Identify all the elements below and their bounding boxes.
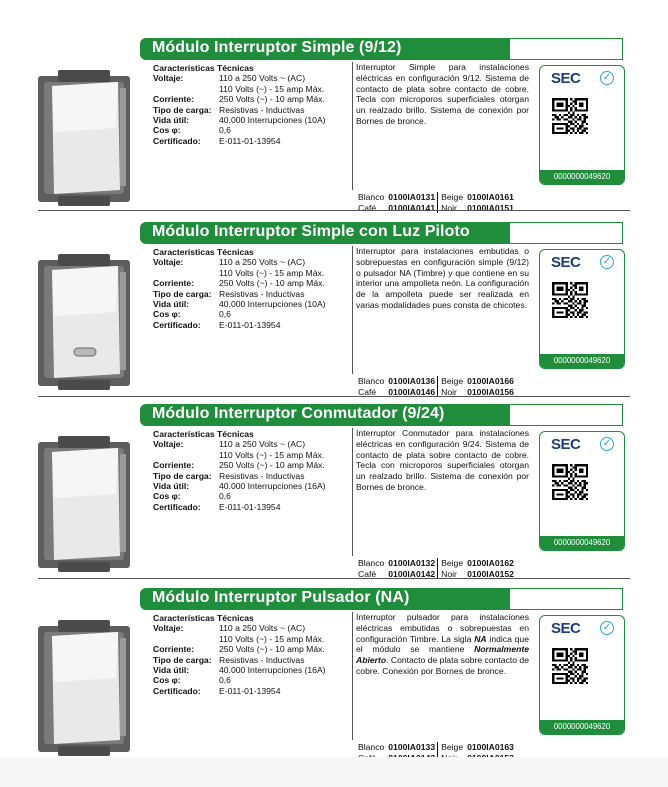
product-title: Módulo Interruptor Simple con Luz Piloto bbox=[152, 223, 470, 240]
spec-label: Cos φ: bbox=[153, 675, 181, 686]
spec-row bbox=[153, 686, 353, 696]
spec-value: Resistivas - Inductivas bbox=[219, 288, 305, 299]
color-name: Noir bbox=[438, 203, 465, 214]
color-name: Blanco bbox=[358, 192, 385, 202]
spec-row bbox=[153, 94, 353, 104]
spec-row bbox=[153, 439, 353, 449]
spec-row bbox=[153, 289, 353, 299]
spec-value: 40.000 Interrupciones (10A) bbox=[219, 115, 326, 126]
check-icon: ✓ bbox=[600, 71, 614, 85]
spec-row bbox=[153, 309, 353, 319]
specs-heading: Características Técnicas bbox=[153, 247, 254, 257]
product-code: 0100IA0142 bbox=[388, 568, 436, 579]
color-code-table bbox=[356, 558, 516, 579]
specs-heading: Características Técnicas bbox=[153, 429, 254, 439]
product-title: Módulo Interruptor Pulsador (NA) bbox=[152, 589, 410, 606]
spec-row bbox=[153, 655, 353, 665]
spec-value: Resistivas - Inductivas bbox=[219, 654, 305, 665]
spec-label: Corriente: bbox=[153, 460, 195, 471]
column-divider bbox=[352, 62, 353, 190]
spec-row bbox=[153, 665, 353, 675]
product-code: 0100IA0136 bbox=[388, 376, 436, 386]
spec-value: 0,6 bbox=[219, 675, 231, 686]
spec-row bbox=[153, 623, 353, 633]
spec-label: Corriente: bbox=[153, 94, 195, 105]
spec-value: 40.000 Interrupciones (16A) bbox=[219, 665, 326, 676]
description-text: Normalmente Abierto bbox=[356, 644, 529, 666]
description-text: indica que el módulo se mantiene bbox=[356, 633, 529, 655]
spec-label: Vida útil: bbox=[153, 299, 190, 310]
title-bar bbox=[146, 404, 514, 426]
spec-value: 250 Volts (~) - 10 amp Máx. bbox=[219, 460, 325, 471]
qr-code bbox=[552, 282, 588, 318]
color-code-row bbox=[356, 203, 516, 214]
product-title-banner bbox=[146, 404, 630, 426]
spec-value: E-011-01-13954 bbox=[219, 135, 281, 146]
color-codes bbox=[356, 558, 516, 579]
spec-label: Certificado: bbox=[153, 501, 201, 512]
product-photo bbox=[28, 434, 140, 574]
color-name: Noir bbox=[438, 569, 465, 580]
spec-label bbox=[153, 84, 219, 94]
qr-code bbox=[552, 98, 588, 134]
spec-row bbox=[153, 278, 353, 288]
sec-certification-card bbox=[539, 249, 625, 369]
spec-row bbox=[153, 471, 353, 481]
sec-certification-card bbox=[539, 615, 625, 735]
spec-row bbox=[153, 105, 353, 115]
spec-label: Vida útil: bbox=[153, 665, 190, 676]
product-code: 0100IA0151 bbox=[467, 202, 514, 213]
product-photo bbox=[28, 618, 140, 758]
spec-value: 110 Volts (~) - 15 amp Máx. bbox=[219, 449, 325, 460]
spec-label: Cos φ: bbox=[153, 309, 181, 320]
spec-row bbox=[153, 136, 353, 146]
title-bar-end bbox=[510, 38, 623, 60]
spec-row bbox=[153, 73, 353, 83]
spec-value: 110 Volts (~) - 15 amp Máx. bbox=[219, 83, 325, 94]
spec-row bbox=[153, 634, 353, 644]
color-name: Café bbox=[358, 568, 377, 579]
spec-label: Tipo de carga: bbox=[153, 654, 212, 665]
product-code: 0100IA0133 bbox=[388, 742, 436, 752]
sec-code: 0000000049620 bbox=[540, 536, 624, 550]
title-bar bbox=[146, 38, 514, 60]
check-icon: ✓ bbox=[600, 621, 614, 635]
spec-value: Resistivas - Inductivas bbox=[219, 104, 305, 115]
page-footer-band bbox=[0, 757, 668, 787]
sec-code: 0000000049620 bbox=[540, 720, 624, 734]
spec-value: 40.000 Interrupciones (16A) bbox=[219, 481, 326, 492]
specs-block bbox=[153, 613, 353, 696]
product-description: Interruptor Simple para instalaciones eléctricas en configuración 9/12. Sistema de contacto de plata sobre contacto de cobre. Tecla con microporos superficiales otorgan un realzado brillo. Sistema de conexión por Bornes de bronce. bbox=[356, 62, 529, 126]
spec-label: Tipo de carga: bbox=[153, 104, 212, 115]
specs-block bbox=[153, 63, 353, 146]
check-icon: ✓ bbox=[600, 437, 614, 451]
spec-row bbox=[153, 115, 353, 125]
color-code-row bbox=[356, 558, 516, 569]
spec-value: E-011-01-13954 bbox=[219, 501, 281, 512]
spec-value: 0,6 bbox=[219, 309, 231, 320]
product-section bbox=[0, 588, 668, 768]
product-title-banner bbox=[146, 222, 630, 244]
color-name: Noir bbox=[438, 387, 465, 398]
description-text: . Contacto de plata sobre contacto de cobre. Conexión por Bornes de bronce. bbox=[356, 655, 529, 676]
spec-row bbox=[153, 502, 353, 512]
spec-row bbox=[153, 460, 353, 470]
spec-row bbox=[153, 675, 353, 685]
spec-label: Vida útil: bbox=[153, 481, 190, 492]
product-code: 0100IA0131 bbox=[388, 192, 436, 202]
sec-certification-card bbox=[539, 65, 625, 185]
product-description: Interruptor Conmutador para instalaciones eléctricas en configuración 9/24. Sistema de contacto de plata sobre contacto de cobre. Tecla con microporos superficiales otorgan un realzado brillo. Sistema de conexión por Bornes de bronce. bbox=[356, 428, 529, 492]
product-title-banner bbox=[146, 588, 630, 610]
spec-row bbox=[153, 84, 353, 94]
spec-label: Tipo de carga: bbox=[153, 288, 212, 299]
qr-code bbox=[552, 464, 588, 500]
column-divider bbox=[352, 246, 353, 374]
spec-row bbox=[153, 257, 353, 267]
spec-label: Certificado: bbox=[153, 685, 201, 696]
qr-code bbox=[552, 648, 588, 684]
sec-logo: SEC bbox=[551, 620, 581, 637]
description-text: NA bbox=[474, 633, 487, 644]
color-name: Beige bbox=[438, 376, 465, 387]
specs-heading: Características Técnicas bbox=[153, 613, 254, 623]
spec-value: 250 Volts (~) - 10 amp Máx. bbox=[219, 278, 325, 289]
sec-code: 0000000049620 bbox=[540, 170, 624, 184]
color-name: Beige bbox=[438, 558, 465, 569]
spec-value: 110 Volts (~) - 15 amp Máx. bbox=[219, 633, 325, 644]
product-code: 0100IA0161 bbox=[467, 192, 514, 202]
spec-label: Corriente: bbox=[153, 644, 195, 655]
spec-value: 250 Volts (~) - 10 amp Máx. bbox=[219, 94, 325, 105]
product-code: 0100IA0152 bbox=[467, 568, 514, 579]
color-name: Beige bbox=[438, 192, 465, 203]
spec-row bbox=[153, 299, 353, 309]
spec-value: 40.000 Interrupciones (10A) bbox=[219, 299, 326, 310]
product-code: 0100IA0162 bbox=[467, 558, 514, 568]
specs-block bbox=[153, 429, 353, 512]
spec-value: 0,6 bbox=[219, 491, 231, 502]
spec-row bbox=[153, 491, 353, 501]
spec-value: E-011-01-13954 bbox=[219, 319, 281, 330]
color-codes bbox=[356, 376, 516, 397]
color-code-row bbox=[356, 742, 516, 753]
spec-value: 110 a 250 Volts ~ (AC) bbox=[219, 439, 306, 450]
color-name: Blanco bbox=[358, 376, 385, 386]
spec-label: Voltaje: bbox=[153, 257, 184, 268]
spec-label bbox=[153, 634, 219, 644]
check-icon: ✓ bbox=[600, 255, 614, 269]
spec-label bbox=[153, 450, 219, 460]
product-description: Interruptor para instalaciones embutidas o sobrepuestas en configuración simple (9/12) o pulsador NA (Timbre) y que contiene en su interior una ampolleta neón. La configuración de la ampolleta puede ser realizada en varias modalidades pues consta de chicotes. bbox=[356, 246, 529, 310]
product-code: 0100IA0141 bbox=[388, 202, 436, 213]
sec-logo: SEC bbox=[551, 254, 581, 271]
spec-value: 0,6 bbox=[219, 125, 231, 136]
section-divider bbox=[38, 578, 630, 579]
spec-label: Vida útil: bbox=[153, 115, 190, 126]
product-description bbox=[356, 612, 529, 677]
color-code-row bbox=[356, 192, 516, 203]
color-name: Blanco bbox=[358, 742, 385, 752]
sec-logo: SEC bbox=[551, 70, 581, 87]
sec-certification-card bbox=[539, 431, 625, 551]
product-photo bbox=[28, 68, 140, 208]
title-bar bbox=[146, 588, 514, 610]
section-divider bbox=[38, 396, 630, 397]
section-divider bbox=[38, 210, 630, 211]
specs-heading: Características Técnicas bbox=[153, 63, 254, 73]
product-section bbox=[0, 222, 668, 402]
column-divider bbox=[352, 428, 353, 556]
spec-label: Tipo de carga: bbox=[153, 470, 212, 481]
color-name: Beige bbox=[438, 742, 465, 753]
product-code: 0100IA0166 bbox=[467, 376, 514, 386]
spec-label: Voltaje: bbox=[153, 73, 184, 84]
color-name: Blanco bbox=[358, 558, 385, 568]
title-bar bbox=[146, 222, 514, 244]
spec-label bbox=[153, 268, 219, 278]
spec-label: Certificado: bbox=[153, 135, 201, 146]
product-code: 0100IA0156 bbox=[467, 386, 514, 397]
title-bar-end bbox=[510, 222, 623, 244]
spec-label: Cos φ: bbox=[153, 125, 181, 136]
spec-value: E-011-01-13954 bbox=[219, 685, 281, 696]
color-name: Café bbox=[358, 386, 377, 397]
product-photo bbox=[28, 252, 140, 392]
spec-value: 110 a 250 Volts ~ (AC) bbox=[219, 623, 306, 634]
color-code-row bbox=[356, 376, 516, 387]
sec-logo: SEC bbox=[551, 436, 581, 453]
spec-label: Corriente: bbox=[153, 278, 195, 289]
title-bar-end bbox=[510, 588, 623, 610]
spec-label: Certificado: bbox=[153, 319, 201, 330]
product-section bbox=[0, 404, 668, 584]
spec-value: 110 Volts (~) - 15 amp Máx. bbox=[219, 267, 325, 278]
column-divider bbox=[352, 612, 353, 740]
specs-block bbox=[153, 247, 353, 330]
product-title-banner bbox=[146, 38, 630, 60]
color-name: Café bbox=[358, 202, 377, 213]
title-bar-end bbox=[510, 404, 623, 426]
description-text: Interruptor pulsador para instalaciones eléctricas embutidas o sobrepuestas en configuración Timbre. La sigla bbox=[356, 612, 529, 644]
product-title: Módulo Interruptor Simple (9/12) bbox=[152, 39, 402, 56]
product-code: 0100IA0163 bbox=[467, 742, 514, 752]
spec-value: 250 Volts (~) - 10 amp Máx. bbox=[219, 644, 325, 655]
spec-label: Voltaje: bbox=[153, 439, 184, 450]
spec-value: 110 a 250 Volts ~ (AC) bbox=[219, 257, 306, 268]
spec-row bbox=[153, 481, 353, 491]
product-code: 0100IA0132 bbox=[388, 558, 436, 568]
spec-row bbox=[153, 320, 353, 330]
product-code: 0100IA0146 bbox=[388, 386, 436, 397]
spec-row bbox=[153, 644, 353, 654]
spec-label: Cos φ: bbox=[153, 491, 181, 502]
spec-row bbox=[153, 125, 353, 135]
spec-row bbox=[153, 450, 353, 460]
spec-label: Voltaje: bbox=[153, 623, 184, 634]
color-code-table bbox=[356, 376, 516, 397]
spec-row bbox=[153, 268, 353, 278]
spec-value: 110 a 250 Volts ~ (AC) bbox=[219, 73, 306, 84]
spec-value: Resistivas - Inductivas bbox=[219, 470, 305, 481]
product-section bbox=[0, 38, 668, 218]
product-title: Módulo Interruptor Conmutador (9/24) bbox=[152, 405, 445, 422]
sec-code: 0000000049620 bbox=[540, 354, 624, 368]
